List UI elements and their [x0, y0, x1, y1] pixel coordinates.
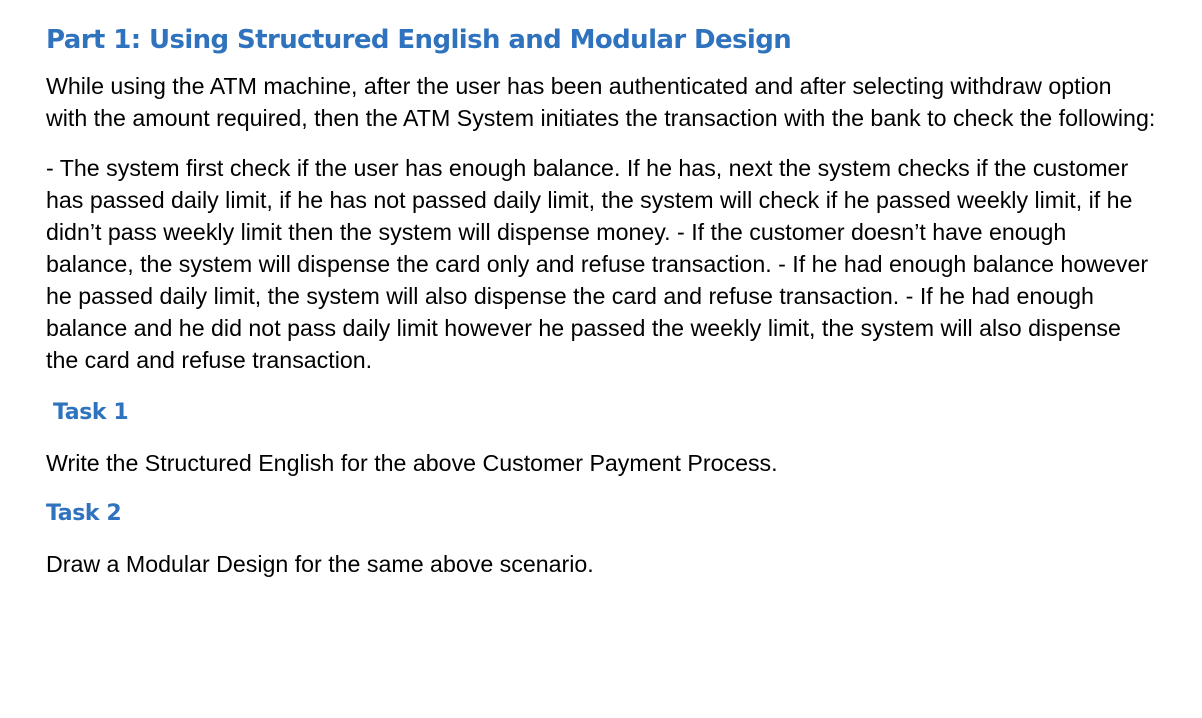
- document-page: [46, 22, 1156, 580]
- task2-text: Draw a Modular Design for the same above scenario.: [46, 551, 594, 577]
- task2-title: Task 2: [46, 501, 122, 526]
- task1-title: Task 1: [53, 400, 129, 425]
- conditions-paragraph: - The system first check if the user has enough balance. If he has, next the system checks if the customer has passed daily limit, if he has not passed daily limit, the system will check if he passed weekly limit, if he didn’t pass weekly limit then the system will dispense money. - If the customer doesn’t have enough balance, the system will dispense the card only and refuse transaction. - If he had enough balance however he passed daily limit, the system will also dispense the card and refuse transaction. - If he had enough balance and he did not pass daily limit however he passed the weekly limit, the system will also dispense the card and refuse transaction.: [46, 155, 1149, 373]
- task1-text: Write the Structured English for the above Customer Payment Process.: [46, 450, 778, 476]
- part-title: Part 1: Using Structured English and Modular Design: [46, 25, 792, 55]
- intro-paragraph: While using the ATM machine, after the user has been authenticated and after selecting withdraw option with the amount required, then the ATM System initiates the transaction with the bank to check the following:: [46, 73, 1156, 131]
